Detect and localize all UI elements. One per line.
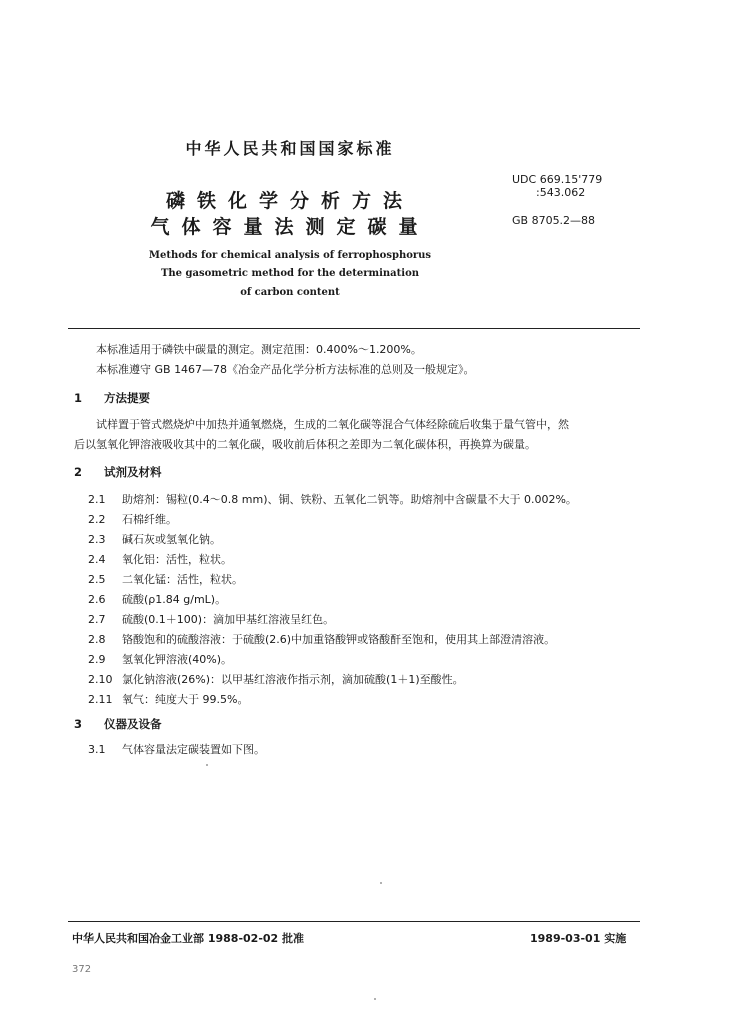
- list-item: 2.6 硫酸(ρ1.84 g/mL)。: [88, 593, 227, 606]
- effective-date: 1989-03-01 实施: [530, 932, 627, 945]
- list-item: 2.11 氧气：纯度大于 99.5%。: [88, 693, 249, 706]
- english-title-line1: Methods for chemical analysis of ferrophosphorus: [148, 250, 432, 261]
- english-title-line3: of carbon content: [240, 287, 340, 298]
- section3-number: 3: [74, 717, 83, 731]
- section2-heading: [74, 464, 162, 480]
- section1-heading: [74, 390, 150, 406]
- section3-heading: [74, 716, 162, 732]
- english-title-line2: The gasometric method for the determination: [160, 268, 420, 279]
- section2-title: 试剂及材料: [104, 465, 162, 479]
- list-item: 2.2 石棉纤维。: [88, 513, 177, 526]
- section1-title: 方法提要: [104, 391, 151, 405]
- section2-number: 2: [74, 465, 83, 479]
- page-number: 372: [72, 964, 92, 975]
- list-item: 2.8 铬酸饱和的硫酸溶液：于硫酸(2.6)中加重铬酸钾或铬酸酐至饱和，使用其上部澄清溶液。: [88, 633, 556, 646]
- list-item: 2.4 氧化铝：活性，粒状。: [88, 553, 232, 566]
- list-item: 2.3 碱石灰或氢氧化钠。: [88, 533, 221, 546]
- header-divider: [68, 328, 640, 329]
- list-item: 2.10 氯化钠溶液(26%)：以甲基红溶液作指示剂，滴加硫酸(1＋1)至酸性。: [88, 673, 464, 686]
- scan-speck: [206, 764, 208, 766]
- scan-speck: [380, 882, 382, 884]
- list-item: 2.5 二氧化锰：活性，粒状。: [88, 573, 243, 586]
- section1-text-line2: 后以氢氧化钾溶液吸收其中的二氧化碳，吸收前后体积之差即为二氧化碳体积，再换算为碳量。: [74, 438, 536, 451]
- intro-scope: 本标准适用于磷铁中碳量的测定。测定范围：0.400%～1.200%。: [96, 343, 422, 356]
- udc-code-line2: :543.062: [536, 186, 586, 199]
- udc-code-line1: UDC 669.15'779: [512, 173, 603, 186]
- list-item: 2.9 氢氧化钾溶液(40%)。: [88, 653, 233, 666]
- section1-text-line1: 试样置于管式燃烧炉中加热并通氧燃烧，生成的二氧化碳等混合气体经除硫后收集于量气管中，然: [96, 418, 569, 431]
- intro-compliance: 本标准遵守 GB 1467—78《冶金产品化学分析方法标准的总则及一般规定》。: [96, 363, 475, 376]
- national-standard-heading: 中华人民共和国国家标准: [185, 139, 395, 158]
- section1-number: 1: [74, 391, 83, 405]
- approval-line: 中华人民共和国冶金工业部 1988-02-02 批准: [72, 932, 305, 945]
- list-item: 2.7 硫酸(0.1＋100)：滴加甲基红溶液呈红色。: [88, 613, 335, 626]
- footer-divider: [68, 921, 640, 922]
- list-item: 2.1 助熔剂：锡粒(0.4～0.8 mm)、铜、铁粉、五氧化二钒等。助熔剂中含碳量不大于 0.002%。: [88, 493, 577, 506]
- title-line2: 气体容量法测定碳量: [150, 216, 430, 238]
- section3-title: 仪器及设备: [104, 717, 162, 731]
- gb-number: GB 8705.2—88: [512, 214, 596, 227]
- title-line1: 磷铁化学分析方法: [165, 190, 414, 212]
- scan-speck: [374, 998, 376, 1000]
- list-item: 3.1 气体容量法定碳装置如下图。: [88, 743, 265, 756]
